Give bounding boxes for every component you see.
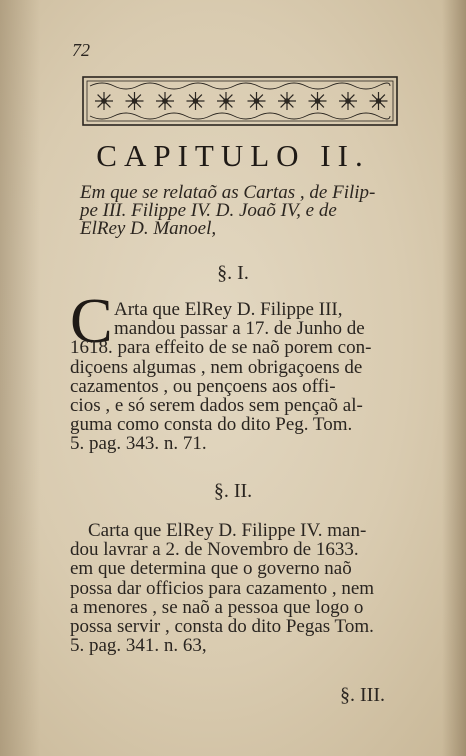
ornament-star-center: [193, 99, 197, 103]
section-heading: §. II.: [213, 480, 253, 502]
paragraph-line: cios , e só serem dados sem pençaõ al-: [70, 395, 363, 417]
paragraph-line: diçoens algumas , nem obrigaçoens de: [70, 356, 363, 378]
page-edge-shadow: [442, 0, 466, 756]
subtitle-line: Em que se relataõ as Cartas , de Filip-: [80, 182, 376, 203]
ornament-star-center: [224, 99, 228, 103]
chapter-title: CAPITULO II.: [96, 138, 370, 173]
paragraph-line: guma como consta do dito Peg. Tom.: [70, 414, 353, 436]
ornament-star-center: [132, 99, 136, 103]
section-paragraph: [70, 300, 410, 454]
paragraph-line: possa dar officios para cazamento , nem: [70, 577, 375, 599]
paragraph-line: 5. pag. 341. n. 63,: [70, 635, 207, 657]
paragraph-line: Carta que ElRey D. Filippe IV. man-: [88, 520, 367, 541]
ornament-star-center: [102, 99, 106, 103]
page-number: 72: [72, 40, 90, 60]
section-heading: §. I.: [217, 262, 249, 284]
decorative-ornament-band: [82, 76, 398, 126]
subtitle-line: pe III. Filippe IV. D. Joaõ IV, e de: [80, 200, 337, 221]
subtitle-line: ElRey D. Manoel,: [80, 218, 217, 239]
paragraph-line: 5. pag. 343. n. 71.: [70, 433, 207, 455]
paragraph-line: dou lavrar a 2. de Novembro de 1633.: [70, 539, 359, 561]
paragraph-line: Arta que ElRey D. Filippe III,: [114, 299, 343, 320]
paragraph-line: a menores , se naõ a pessoa que logo o: [70, 596, 364, 618]
paragraph-line: mandou passar a 17. de Junho de: [114, 318, 365, 340]
ornament-star-center: [376, 99, 380, 103]
section-paragraph: [70, 521, 410, 655]
ornament-star-center: [315, 99, 319, 103]
gutter-shadow: [0, 0, 40, 756]
ornament-star-center: [254, 99, 258, 103]
paragraph-line: 1618. para effeito de se naõ porem con-: [70, 337, 372, 359]
paragraph-line: em que determina que o governo naõ: [70, 558, 352, 580]
ornament-star-center: [346, 99, 350, 103]
paragraph-line: cazamentos , ou pençoens aos offi-: [70, 375, 336, 397]
paragraph-line: possa servir , consta do dito Pegas Tom.: [70, 616, 374, 638]
ornament-star-center: [285, 99, 289, 103]
drop-cap: C: [70, 285, 113, 356]
chapter-subtitle: [80, 184, 410, 238]
ornament-star-center: [163, 99, 167, 103]
catchword: §. III.: [340, 684, 385, 706]
